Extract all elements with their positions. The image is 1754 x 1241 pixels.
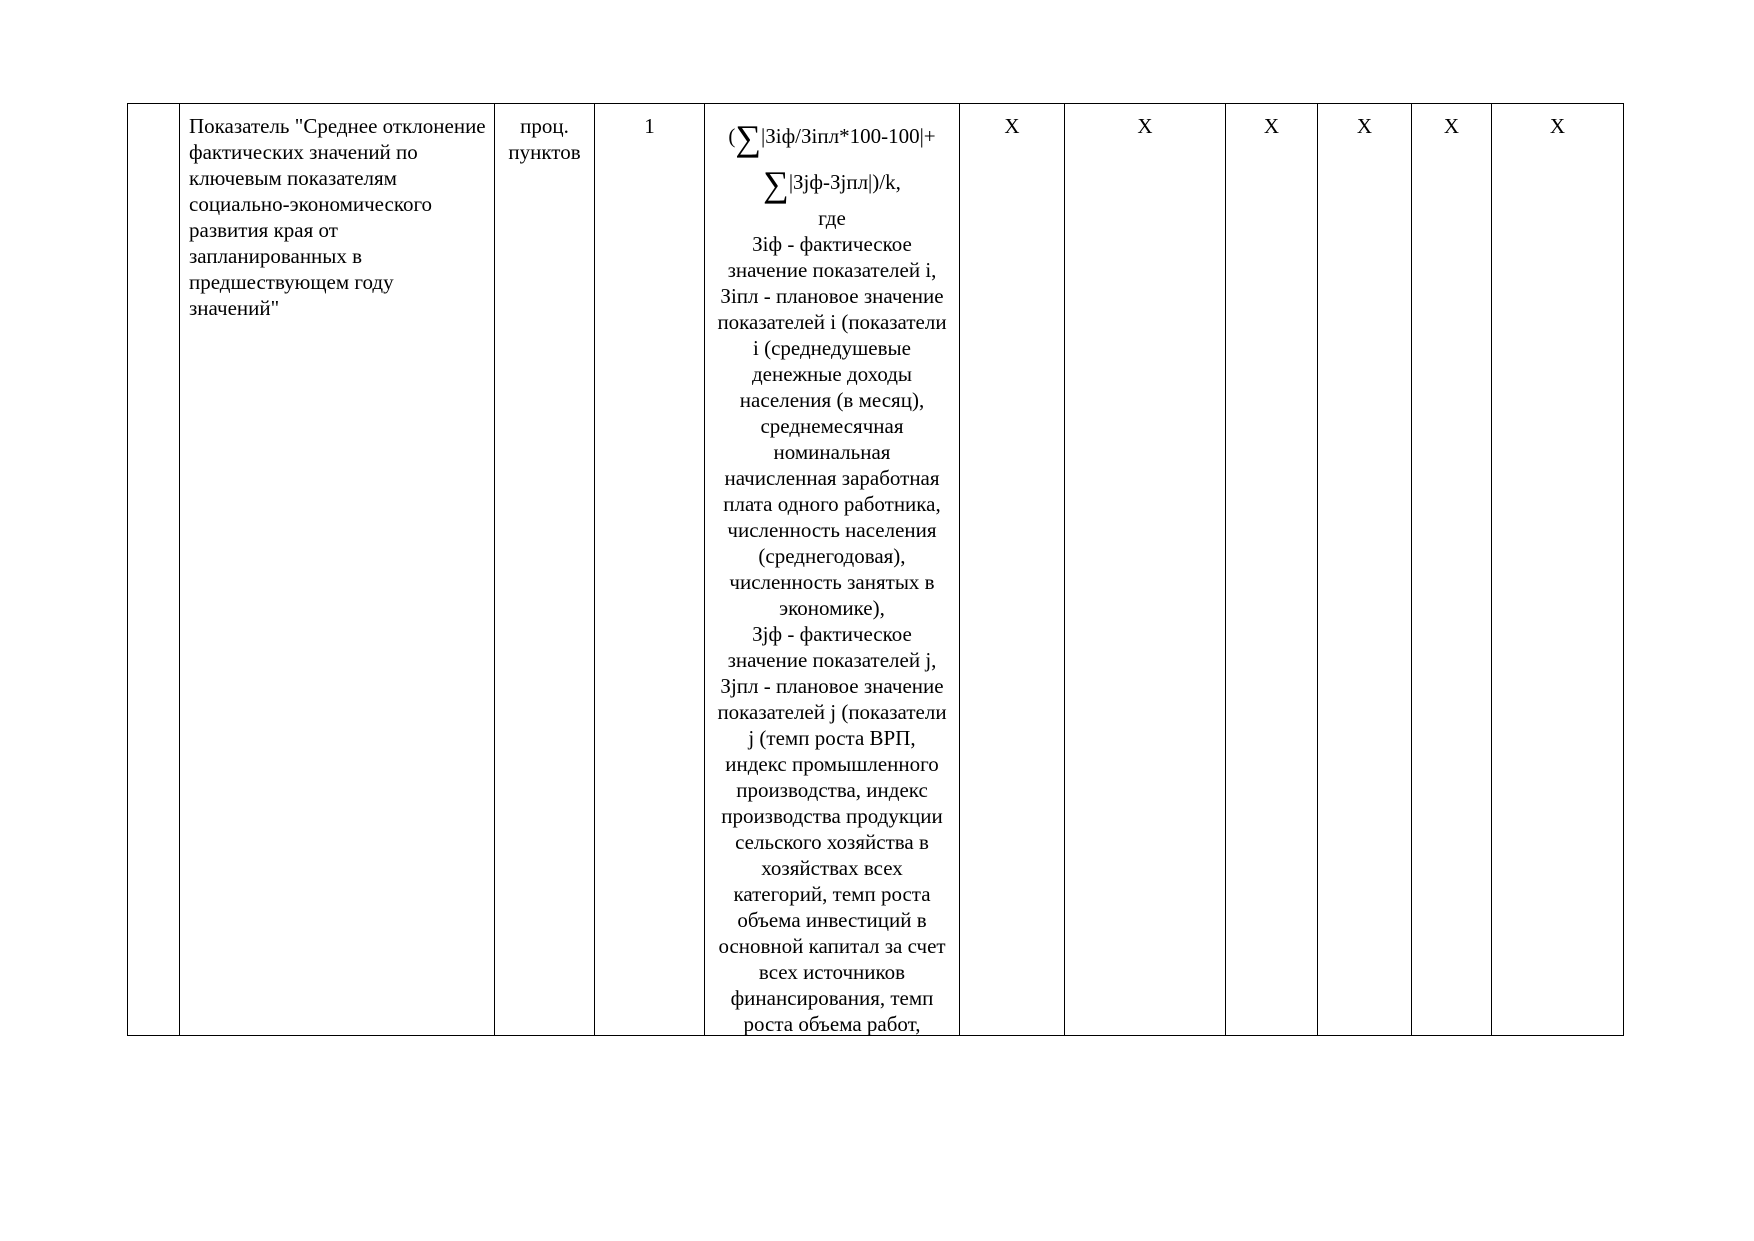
formula-legend: где Зiф - фактическое значение показателей i, Зiпл - плановое значение показателей i (показатели i (среднедушевые денежные доходы населения (в месяц), среднемесячная номинальная начисленная заработная плата одного работника, численность населения (среднегодовая), численность занятых в экономике), Зjф - фактическое значение показателей j, Зjпл - плановое значение показателей j (показатели j (темп роста ВРП, индекс промышленного производства, индекс производства продукции сельского хозяйства в хозяйствах всех категорий, темп роста объема инвестиций в основной капитал за счет всех источников финансирования, темп роста объема работ, <box>717 206 947 1035</box>
x-mark-cell-4 <box>1318 104 1412 1035</box>
weight-cell <box>595 104 705 1035</box>
x-mark-cell-6 <box>1492 104 1624 1035</box>
x-mark-cell-1 <box>960 104 1065 1035</box>
x-mark-cell-5 <box>1412 104 1492 1035</box>
x-mark-cell-3 <box>1226 104 1318 1035</box>
formula-term-2: |Зjф-Зjпл|)/k, <box>788 170 901 194</box>
x-mark: X <box>1137 114 1153 138</box>
unit-cell <box>495 104 595 1035</box>
unit-label: проц. пунктов <box>508 114 581 164</box>
empty-number-cell <box>128 104 180 1035</box>
x-mark-cell-2 <box>1065 104 1226 1035</box>
sum-symbol: ∑ <box>735 118 762 158</box>
sum-symbol: ∑ <box>763 164 789 204</box>
weight-value: 1 <box>644 114 655 138</box>
x-mark: X <box>1549 114 1566 138</box>
x-mark: X <box>1443 114 1460 138</box>
indicator-name: Показатель "Среднее отклонение фактических значений по ключевым показателям социально-экономического развития края от запланированных в предшествующем году значений" <box>189 114 486 320</box>
x-mark: X <box>1263 114 1280 138</box>
x-mark: X <box>1004 114 1020 138</box>
formula-open-paren: ( <box>728 124 736 148</box>
formula-line-1 <box>709 113 955 159</box>
formula-line-2 <box>709 159 955 205</box>
formula-cell <box>705 104 960 1035</box>
x-mark: X <box>1356 114 1373 138</box>
formula-term-1: |Зiф/Зiпл*100-100|+ <box>761 124 936 148</box>
indicators-table <box>127 103 1624 1036</box>
indicator-name-cell <box>180 104 495 1035</box>
